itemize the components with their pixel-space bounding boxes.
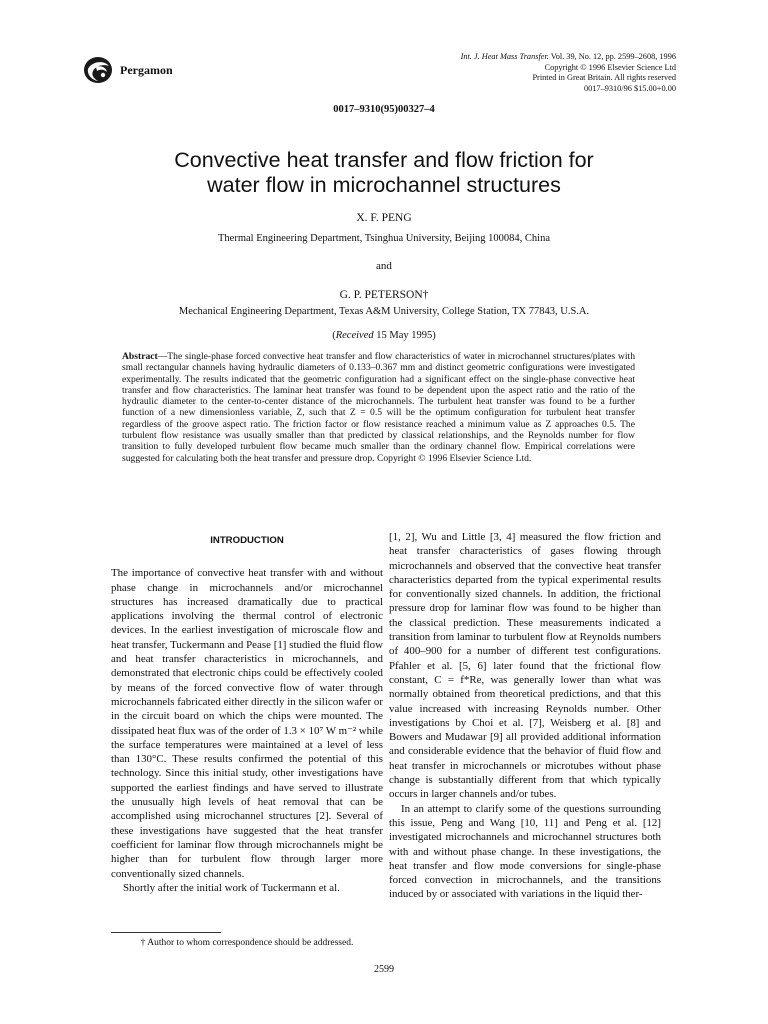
received-date: (Received 15 May 1995) [332, 330, 436, 341]
footnote: † Author to whom correspondence should be addressed. [140, 938, 354, 948]
publisher-name: Pergamon [120, 63, 173, 77]
issn-price: 0017–9310/96 $15.00+0.00 [583, 83, 676, 93]
title-line-2: water flow in microchannel structures [207, 173, 561, 197]
page-number: 2599 [374, 964, 394, 975]
and-connector: and [376, 260, 392, 272]
abstract [122, 351, 635, 464]
footnote-divider [111, 932, 221, 933]
section-heading-introduction: INTRODUCTION [210, 535, 284, 546]
pergamon-logo-icon [82, 55, 116, 85]
left-column [111, 530, 383, 895]
abstract-label: Abstract [122, 351, 158, 362]
right-column [389, 530, 661, 902]
intro-paragraph-4: In an attempt to clarify some of the questions surrounding this issue, Peng and Wang [10, 11] and Peng et al. [12] investigated microchannels and microchannel structures both with and without phase change. In these investigations, the heat transfer and flow mode conversions for single-phase forced convection in microchannels, and the transitions induced by or associated with variations in the liquid ther- [389, 802, 661, 901]
copyright-line: Copyright © 1996 Elsevier Science Ltd [544, 62, 676, 72]
received-date-value: 15 May 1995 [373, 330, 433, 341]
title-line-1: Convective heat transfer and flow friction for [174, 148, 594, 172]
printed-line: Printed in Great Britain. All rights reserved [532, 73, 676, 83]
author-2: G. P. PETERSON† [339, 289, 429, 301]
journal-name: Int. J. Heat Mass Transfer. [460, 52, 549, 61]
volume-pages: Vol. 39, No. 12, pp. 2599–2608, 1996 [548, 52, 676, 61]
intro-paragraph-2: Shortly after the initial work of Tuckermann et al. [123, 881, 340, 894]
intro-paragraph-1: The importance of convective heat transfer with and without phase change in microchannels and/or microchannel structures has increased dramatically due to practical applications involving the thermal control of electronic devices. In the earliest investigation of microscale flow and heat transfer, Tuckermann and Pease [1] studied the fluid flow and heat transfer characteristics in microchannels, and demonstrated that electronic chips could be effectively cooled by means of the forced convective flow of water through microchannels fabricated either directly in the silicon wafer or in the circuit board on which the chips were mounted. The dissipated heat flux was of the order of 1.3 × 10⁷ W m⁻² while the surface temperatures were maintained at a level of less than 130°C. These results confirmed the potential of this technology. Since this initial study, other investigations have supported the earliest findings and have served to illustrate the unusually high levels of heat removal that can be accomplished using microchannel structures [2]. Several of these investigations have suggested that the heat transfer coefficient for laminar flow through microchannels might be higher than for turbulent flow through larger more conventionally sized channels. [111, 567, 384, 880]
received-label: Received [335, 330, 374, 341]
affiliation-1: Thermal Engineering Department, Tsinghua University, Beijing 100084, China [218, 233, 550, 244]
author-1: X. F. PENG [356, 212, 412, 224]
doi-code: 0017–9310(95)00327–4 [333, 104, 435, 115]
journal-info [376, 52, 676, 94]
paper-title [0, 148, 768, 198]
intro-paragraph-3: [1, 2], Wu and Little [3, 4] measured the flow friction and heat transfer characteristics of gases flowing through microchannels and observed that the convective heat transfer characteristics departed from the typical experimental results for conventionally sized channels. In addition, the frictional pressure drop for laminar flow was found to be higher than the classical prediction. These measurements indicated a transition from laminar to turbulent flow at Reynolds numbers of 400–900 for a number of different test configurations. Pfahler et al. [5, 6] later found that the frictional flow constant, C = f*Re, was generally lower than what was normally obtained from theoretical predictions, and that this value increased with increasing Reynolds number. Other investigations by Choi et al. [7], Weisberg et al. [8] and Bowers and Mudawar [9] all provided additional information and considerable evidence that the behavior of fluid flow and heat transfer in microchannels or microtubes without phase change is substantially different from that which typically occurs in larger channels and/or tubes. [389, 531, 661, 801]
affiliation-2: Mechanical Engineering Department, Texas A&M University, College Station, TX 77843, U.S.A. [178, 306, 590, 317]
abstract-text: —The single-phase forced convective heat transfer and flow characteristics of water in microchannel structures/plates with small rectangular channels having hydraulic diameters of 0.133–0.367 mm and distinct geometric configurations were investigated experimentally. The results indicated that the geometric configuration had a significant effect on the single-phase convective heat transfer and flow characteristics. The laminar heat transfer was found to be dependent upon the aspect ratio and the ratio of the hydraulic diameter to the center-to-center distance of the microchannels. The turbulent heat transfer was found to be a further function of a new dimensionless variable, Z, such that Z = 0.5 will be the optimum configuration for turbulent heat transfer regardless of the groove aspect ratio. The friction factor or flow resistance reached a minimum value as Z approaches 0.5. The turbulent flow resistance was usually smaller than that predicted by classical relationships, and the Reynolds number for flow transition to fully developed turbulent flow became much smaller than the ordinary channel flow. Empirical correlations were suggested for calculating both the heat transfer and pressure drop. Copyright © 1996 Elsevier Science Ltd. [122, 351, 635, 464]
